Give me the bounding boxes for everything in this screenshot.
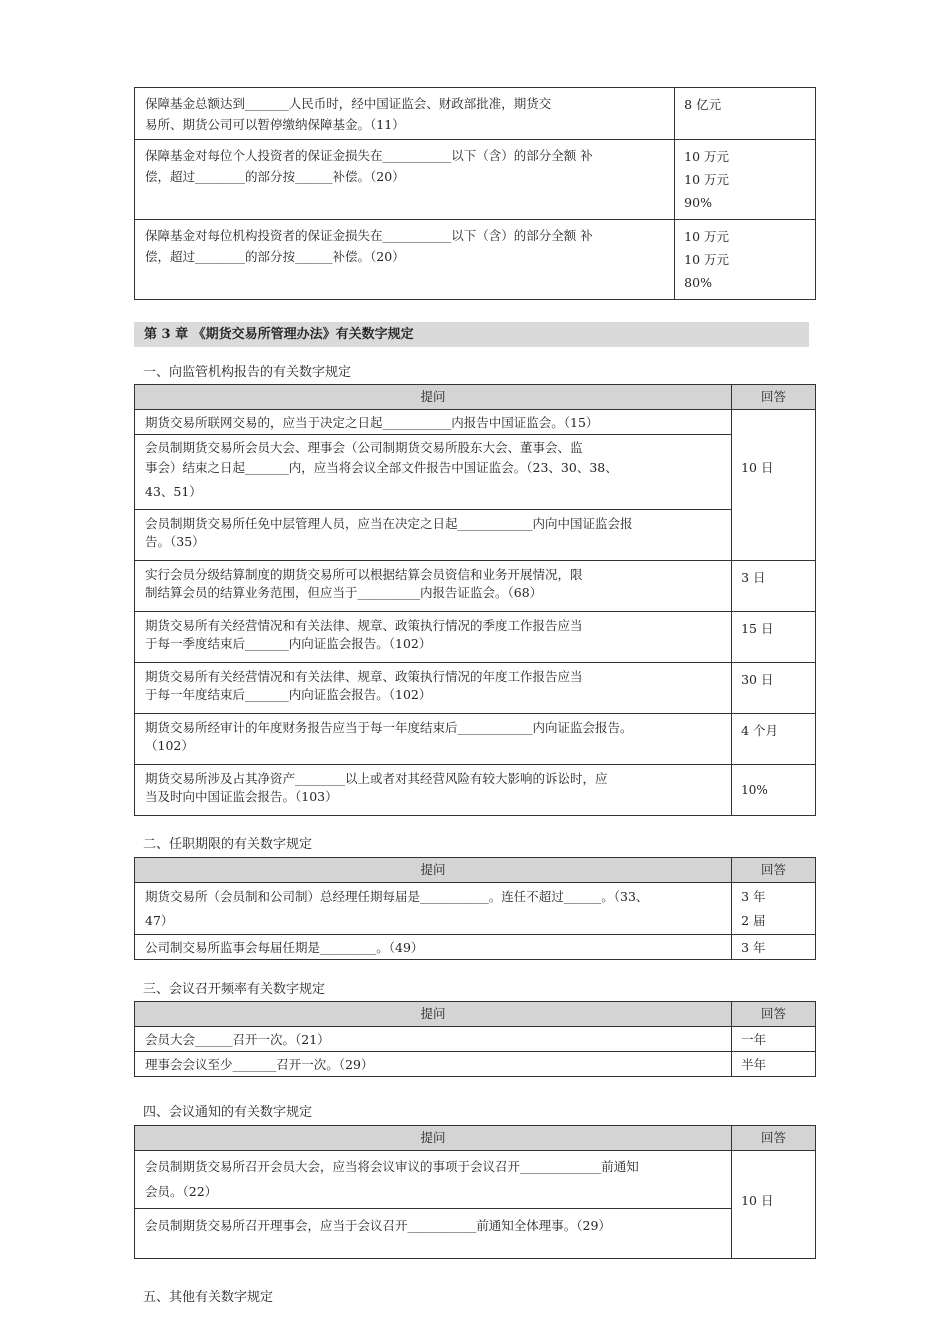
table-row [135, 220, 816, 300]
question-cell: 期货交易所有关经营情况和有关法律、规章、政策执行情况的年度工作报告应当 于每一年度结束后_______内向证监会报告。（102） [135, 663, 732, 714]
meeting-frequency-table [134, 1001, 816, 1077]
table-row [135, 612, 816, 663]
column-header-question: 提问 [135, 1002, 732, 1027]
answer-cell: 8 亿元 [675, 88, 816, 140]
section-title: 三、会议召开频率有关数字规定 [143, 982, 326, 997]
table-row [135, 714, 816, 765]
question-cell: 公司制交易所监事会每届任期是_________。（49） [135, 935, 732, 960]
answer-cell: 3 年 [732, 935, 816, 960]
section-title: 一、向监管机构报告的有关数字规定 [143, 365, 352, 380]
meeting-notice-table [134, 1125, 816, 1259]
table-row [135, 88, 816, 140]
question-cell: 保障基金对每位个人投资者的保证金损失在___________以下（含）的部分全额 补 偿，超过________的部分按______补偿。（20） [135, 140, 675, 220]
table-row [135, 1151, 816, 1209]
question-cell: 理事会会议至少_______召开一次。（29） [135, 1052, 732, 1077]
question-cell: 期货交易所（会员制和公司制）总经理任期每届是___________。连任不超过______。（33、 47） [135, 883, 732, 935]
question-cell: 会员制期货交易所会员大会、理事会（公司制期货交易所股东大会、董事会、监 事会）结束之日起_______内，应当将会议全部文件报告中国证监会。（23、30、38、 43、51） [135, 435, 732, 510]
top-table [134, 87, 816, 300]
answer-cell: 3 日 [732, 561, 816, 612]
answer-cell: 3 年 2 届 [732, 883, 816, 935]
question-cell: 会员制期货交易所召开理事会，应当于会议召开___________前通知全体理事。（29） [135, 1209, 732, 1259]
table-row [135, 1209, 816, 1259]
column-header-answer: 回答 [732, 385, 816, 410]
answer-cell: 10 日 [732, 1151, 816, 1259]
answer-cell: 15 日 [732, 612, 816, 663]
question-cell: 期货交易所涉及占其净资产________以上或者对其经营风险有较大影响的诉讼时，应 当及时向中国证监会报告。（103） [135, 765, 732, 816]
answer-cell: 10% [732, 765, 816, 816]
answer-cell: 10 万元 10 万元 90% [675, 140, 816, 220]
table-header [135, 1126, 816, 1151]
column-header-answer: 回答 [732, 1002, 816, 1027]
answer-cell: 10 日 [732, 410, 816, 561]
report-table [134, 384, 816, 816]
table-header [135, 858, 816, 883]
question-cell: 会员制期货交易所召开会员大会，应当将会议审议的事项于会议召开_____________前通知 会员。（22） [135, 1151, 732, 1209]
answer-cell: 半年 [732, 1052, 816, 1077]
table-row [135, 765, 816, 816]
question-cell: 会员大会______召开一次。（21） [135, 1027, 732, 1052]
column-header-question: 提问 [135, 858, 732, 883]
table-row [135, 410, 816, 435]
table-row [135, 435, 816, 510]
table-row [135, 561, 816, 612]
table-row [135, 140, 816, 220]
question-cell: 期货交易所联网交易的，应当于决定之日起___________内报告中国证监会。（15） [135, 410, 732, 435]
term-table [134, 857, 816, 960]
table-row [135, 1027, 816, 1052]
table-row [135, 1052, 816, 1077]
column-header-answer: 回答 [732, 858, 816, 883]
chapter-heading: 第 3 章 《期货交易所管理办法》有关数字规定 [134, 322, 809, 347]
answer-cell: 4 个月 [732, 714, 816, 765]
table-row [135, 883, 816, 935]
section-title: 二、任职期限的有关数字规定 [143, 837, 313, 852]
table-row [135, 935, 816, 960]
answer-cell: 一年 [732, 1027, 816, 1052]
table-row [135, 510, 816, 561]
table-row [135, 663, 816, 714]
question-cell: 实行会员分级结算制度的期货交易所可以根据结算会员资信和业务开展情况，限 制结算会员的结算业务范围，但应当于__________内报告证监会。（68） [135, 561, 732, 612]
column-header-question: 提问 [135, 1126, 732, 1151]
question-cell: 保障基金对每位机构投资者的保证金损失在___________以下（含）的部分全额 补 偿，超过________的部分按______补偿。（20） [135, 220, 675, 300]
section-title: 五、其他有关数字规定 [143, 1290, 274, 1305]
column-header-answer: 回答 [732, 1126, 816, 1151]
answer-cell: 30 日 [732, 663, 816, 714]
question-cell: 会员制期货交易所任免中层管理人员，应当在决定之日起____________内向中国证监会报 告。（35） [135, 510, 732, 561]
section-title: 四、会议通知的有关数字规定 [143, 1105, 313, 1120]
question-cell: 保障基金总额达到_______人民币时，经中国证监会、财政部批准，期货交 易所、期货公司可以暂停缴纳保障基金。（11） [135, 88, 675, 140]
column-header-question: 提问 [135, 385, 732, 410]
table-header [135, 1002, 816, 1027]
answer-cell: 10 万元 10 万元 80% [675, 220, 816, 300]
question-cell: 期货交易所有关经营情况和有关法律、规章、政策执行情况的季度工作报告应当 于每一季度结束后_______内向证监会报告。（102） [135, 612, 732, 663]
question-cell: 期货交易所经审计的年度财务报告应当于每一年度结束后____________内向证监会报告。 （102） [135, 714, 732, 765]
table-header [135, 385, 816, 410]
